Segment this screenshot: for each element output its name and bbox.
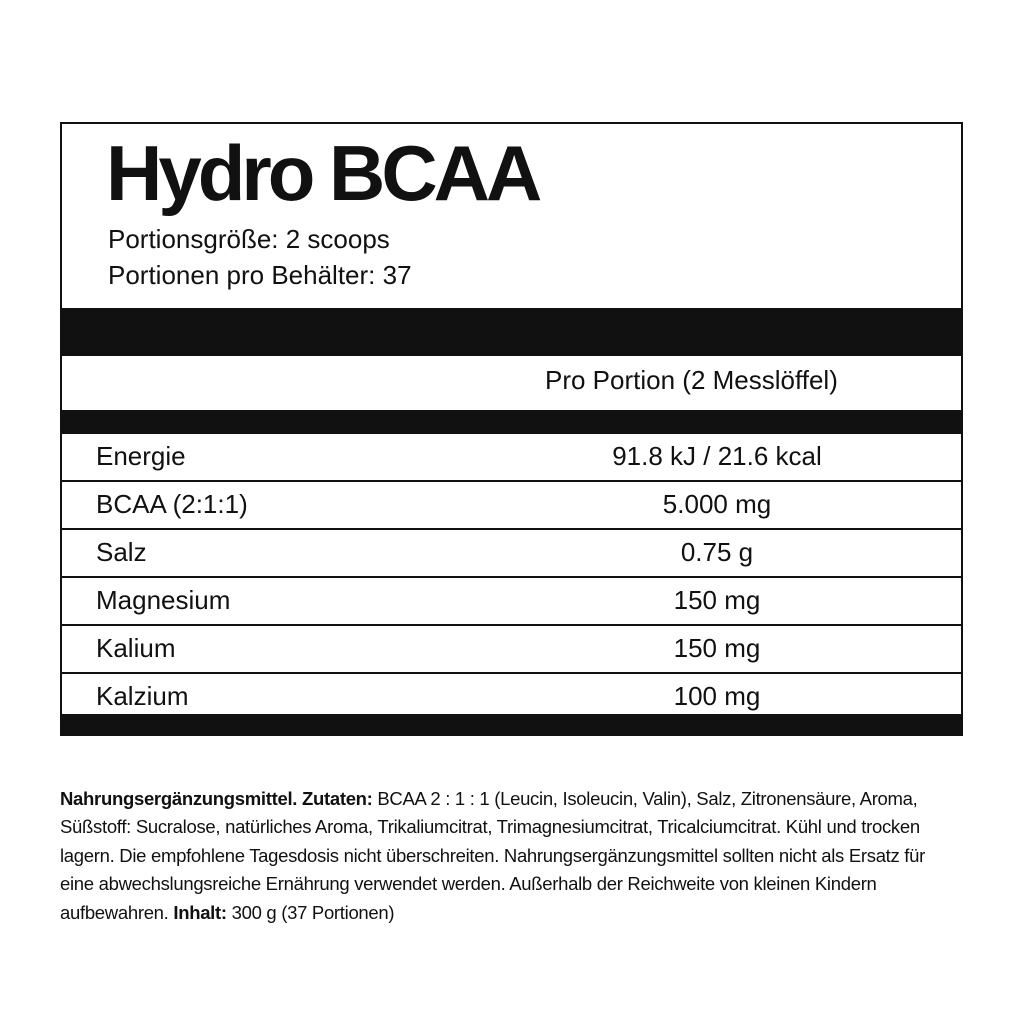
divider-bar xyxy=(60,410,963,434)
row-label: Energie xyxy=(96,441,186,471)
row-value: 100 mg xyxy=(673,681,761,711)
table-row xyxy=(62,482,961,530)
table-row xyxy=(62,434,961,482)
row-value: 0.75 g xyxy=(680,537,754,567)
row-label: BCAA (2:1:1) xyxy=(96,489,248,519)
row-label: Magnesium xyxy=(96,585,231,615)
row-value: 150 mg xyxy=(673,633,761,663)
column-header: Pro Portion (2 Messlöffel) xyxy=(545,365,838,395)
ingredients-body: BCAA 2 : 1 : 1 (Leucin, Isoleucin, Valin), Salz, Zitronensäure, Aroma, Süßstoff: Sucralose, natürliches Aroma, Trikaliumcitrat, Trimagnesiumcitrat, Tricalciumcitrat. Kühl und trocken lagern. Die empfohlene Tagesdosis nicht überschreiten. Nahrungsergänzungsmittel sollten nicht als Ersatz für eine abwechslungsreiche Ernährung verwendet werden. Außerhalb der Reichweite von kleinen Kindern aufbewahren. xyxy=(60,787,925,923)
divider-bar xyxy=(60,308,963,356)
table-row xyxy=(62,530,961,578)
row-value: 5.000 mg xyxy=(662,489,772,519)
ingredients-text xyxy=(60,785,960,928)
servings-per-container: Portionen pro Behälter: 37 xyxy=(108,260,412,290)
table-row xyxy=(62,578,961,626)
divider-bar xyxy=(60,714,963,736)
row-value: 91.8 kJ / 21.6 kcal xyxy=(612,441,822,471)
row-value: 150 mg xyxy=(673,585,761,615)
row-label: Kalium xyxy=(96,633,176,663)
ingredients-heading: Nahrungsergänzungsmittel. Zutaten: xyxy=(60,787,373,809)
table-row xyxy=(62,626,961,674)
serving-size: Portionsgröße: 2 scoops xyxy=(108,224,390,254)
nutrition-table xyxy=(62,434,961,722)
content-label: Inhalt: xyxy=(168,901,227,923)
nutrition-panel xyxy=(60,122,963,736)
row-label: Kalzium xyxy=(96,681,189,711)
row-label: Salz xyxy=(96,537,147,567)
product-title: Hydro BCAA xyxy=(106,129,539,217)
content-value: 300 g (37 Portionen) xyxy=(226,901,395,923)
